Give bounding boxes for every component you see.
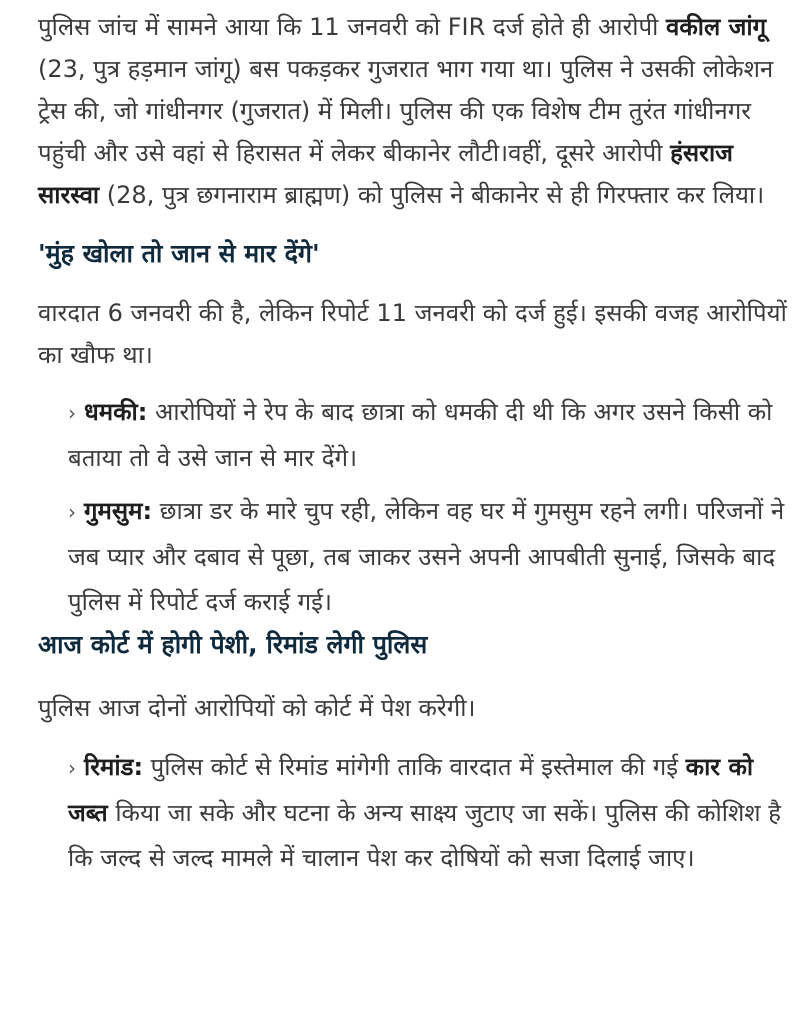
section-heading-court: आज कोर्ट में होगी पेशी, रिमांड लेगी पुलिस: [38, 630, 428, 659]
accused-name-2: हंसराज सारस्वा: [38, 139, 733, 209]
bullet-item-silent: [68, 489, 793, 625]
paragraph-court-appearance: पुलिस आज दोनों आरोपियों को कोर्ट में पेश करेगी।: [38, 694, 476, 722]
section-heading-threat: 'मुंह खोला तो जान से मार देंगे': [38, 239, 320, 268]
chevron-right-icon: ›: [68, 401, 76, 425]
bullet-text: किया जा सके और घटना के अन्य साक्ष्य जुटाए जा सकें। पुलिस की कोशिश है कि जल्द से जल्द मामले में चालान पेश कर दोषियों को सजा दिलाई जाए।: [68, 799, 781, 872]
bullet-label: गुमसुम:: [84, 497, 153, 525]
bullet-label: रिमांड:: [84, 753, 144, 781]
paragraph-incident-date: वारदात 6 जनवरी की है, लेकिन रिपोर्ट 11 जनवरी को दर्ज हुई। इसकी वजह आरोपियों का खौफ था।: [38, 299, 787, 369]
bullet-item-threat: [68, 390, 793, 481]
para1-text-1: पुलिस जांच में सामने आया कि 11 जनवरी को FIR दर्ज होते ही आरोपी: [38, 13, 666, 41]
bullet-bold-text: कार को जब्त: [68, 753, 754, 827]
bullet-item-remand: [68, 745, 793, 881]
paragraph-arrest-details: [38, 6, 793, 216]
chevron-right-icon: ›: [68, 500, 76, 524]
chevron-right-icon: ›: [68, 756, 76, 780]
accused-name-1: वकील जांगू: [666, 13, 767, 41]
para1-text-3: (28, पुत्र छगनाराम ब्राह्मण) को पुलिस ने बीकानेर से ही गिरफ्तार कर लिया।: [99, 181, 765, 209]
bullet-label: धमकी:: [84, 398, 148, 426]
para1-text-2: (23, पुत्र हड़मान जांगू) बस पकड़कर गुजरात भाग गया था। पुलिस ने उसकी लोकेशन ट्रेस की, जो गांधीनगर (गुजरात) में मिली। पुलिस की एक विशेष टीम तुरंत गांधीनगर पहुंची और उसे वहां से हिरासत में लेकर बीकानेर लौटी।वहीं, दूसरे आरोपी: [38, 55, 774, 167]
bullet-text: पुलिस कोर्ट से रिमांड मांगेगी ताकि वारदात में इस्तेमाल की गई: [143, 753, 686, 781]
bullet-text: आरोपियों ने रेप के बाद छात्रा को धमकी दी थी कि अगर उसने किसी को बताया तो वे उसे जान से मार देंगे।: [68, 398, 773, 472]
bullet-text: छात्रा डर के मारे चुप रही, लेकिन वह घर में गुमसुम रहने लगी। परिजनों ने जब प्यार और दबाव से पूछा, तब जाकर उसने अपनी आपबीती सुनाई, जिसके बाद पुलिस में रिपोर्ट दर्ज कराई गई।: [68, 497, 785, 616]
